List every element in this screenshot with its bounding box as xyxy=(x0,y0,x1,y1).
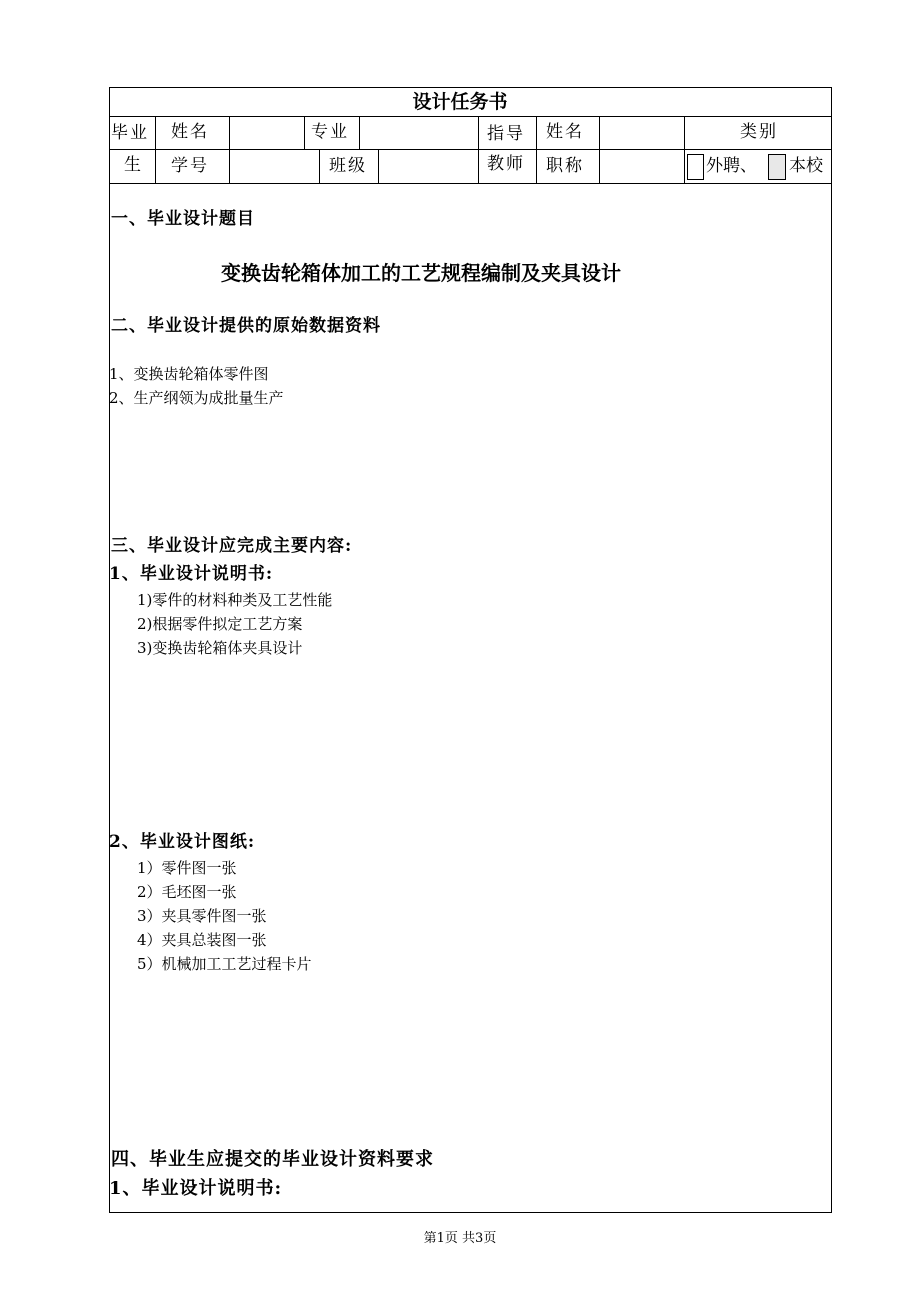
page-footer: 第1页 共3页 xyxy=(423,1231,497,1246)
job-title-label: 职称 xyxy=(546,156,584,176)
name-label: 姓名 xyxy=(171,122,209,142)
major-label: 专业 xyxy=(311,122,349,142)
section-4-subheading-1: 1、毕业设计说明书: xyxy=(109,1178,283,1199)
external-checkbox[interactable] xyxy=(687,154,704,180)
list-item: 3）夹具零件图一张 xyxy=(137,907,267,925)
advisor-label: 指导 xyxy=(487,124,525,144)
category-label: 类别 xyxy=(740,122,778,142)
list-item: 2、生产纲领为成批量生产 xyxy=(109,389,284,407)
grid-line xyxy=(536,116,537,183)
grid-line xyxy=(378,149,379,183)
section-1-heading: 一、毕业设计题目 xyxy=(111,209,255,229)
grid-line xyxy=(478,116,479,183)
section-4-heading: 四、毕业生应提交的毕业设计资料要求 xyxy=(111,1149,434,1170)
form-title: 设计任务书 xyxy=(412,91,508,113)
list-item: 4）夹具总装图一张 xyxy=(137,931,267,949)
grid-line xyxy=(304,116,305,149)
section-2-heading: 二、毕业设计提供的原始数据资料 xyxy=(111,316,381,336)
grid-line xyxy=(109,183,832,184)
list-item: 1）零件图一张 xyxy=(137,859,237,877)
class-label: 班级 xyxy=(329,156,367,176)
grid-line xyxy=(359,116,360,149)
student-label-2: 生 xyxy=(124,155,143,175)
section-3-heading: 三、毕业设计应完成主要内容: xyxy=(111,536,353,556)
list-item: 5）机械加工工艺过程卡片 xyxy=(137,955,312,973)
grid-line xyxy=(319,149,320,183)
list-item: 2）毛坯图一张 xyxy=(137,883,237,901)
list-item: 1)零件的材料种类及工艺性能 xyxy=(137,591,333,609)
student-label: 毕业 xyxy=(111,123,149,143)
list-item: 2)根据零件拟定工艺方案 xyxy=(137,615,303,633)
design-topic: 变换齿轮箱体加工的工艺规程编制及夹具设计 xyxy=(221,261,621,285)
grid-line xyxy=(599,116,600,183)
internal-option-label: 本校 xyxy=(789,156,823,176)
internal-checkbox[interactable] xyxy=(768,154,786,180)
list-item: 1、变换齿轮箱体零件图 xyxy=(109,365,269,383)
section-3-subheading-1: 1、毕业设计说明书: xyxy=(109,564,274,584)
list-item: 3)变换齿轮箱体夹具设计 xyxy=(137,639,303,657)
grid-line xyxy=(155,116,156,183)
grid-line xyxy=(109,116,832,117)
advisor-label-2: 教师 xyxy=(487,154,525,174)
grid-line xyxy=(109,149,832,150)
external-option-label: 外聘、 xyxy=(706,156,757,176)
grid-line xyxy=(229,116,230,183)
section-3-subheading-2: 2、毕业设计图纸: xyxy=(109,832,256,852)
grid-line xyxy=(684,116,685,183)
advisor-name-label: 姓名 xyxy=(546,122,584,142)
id-label: 学号 xyxy=(171,156,209,176)
